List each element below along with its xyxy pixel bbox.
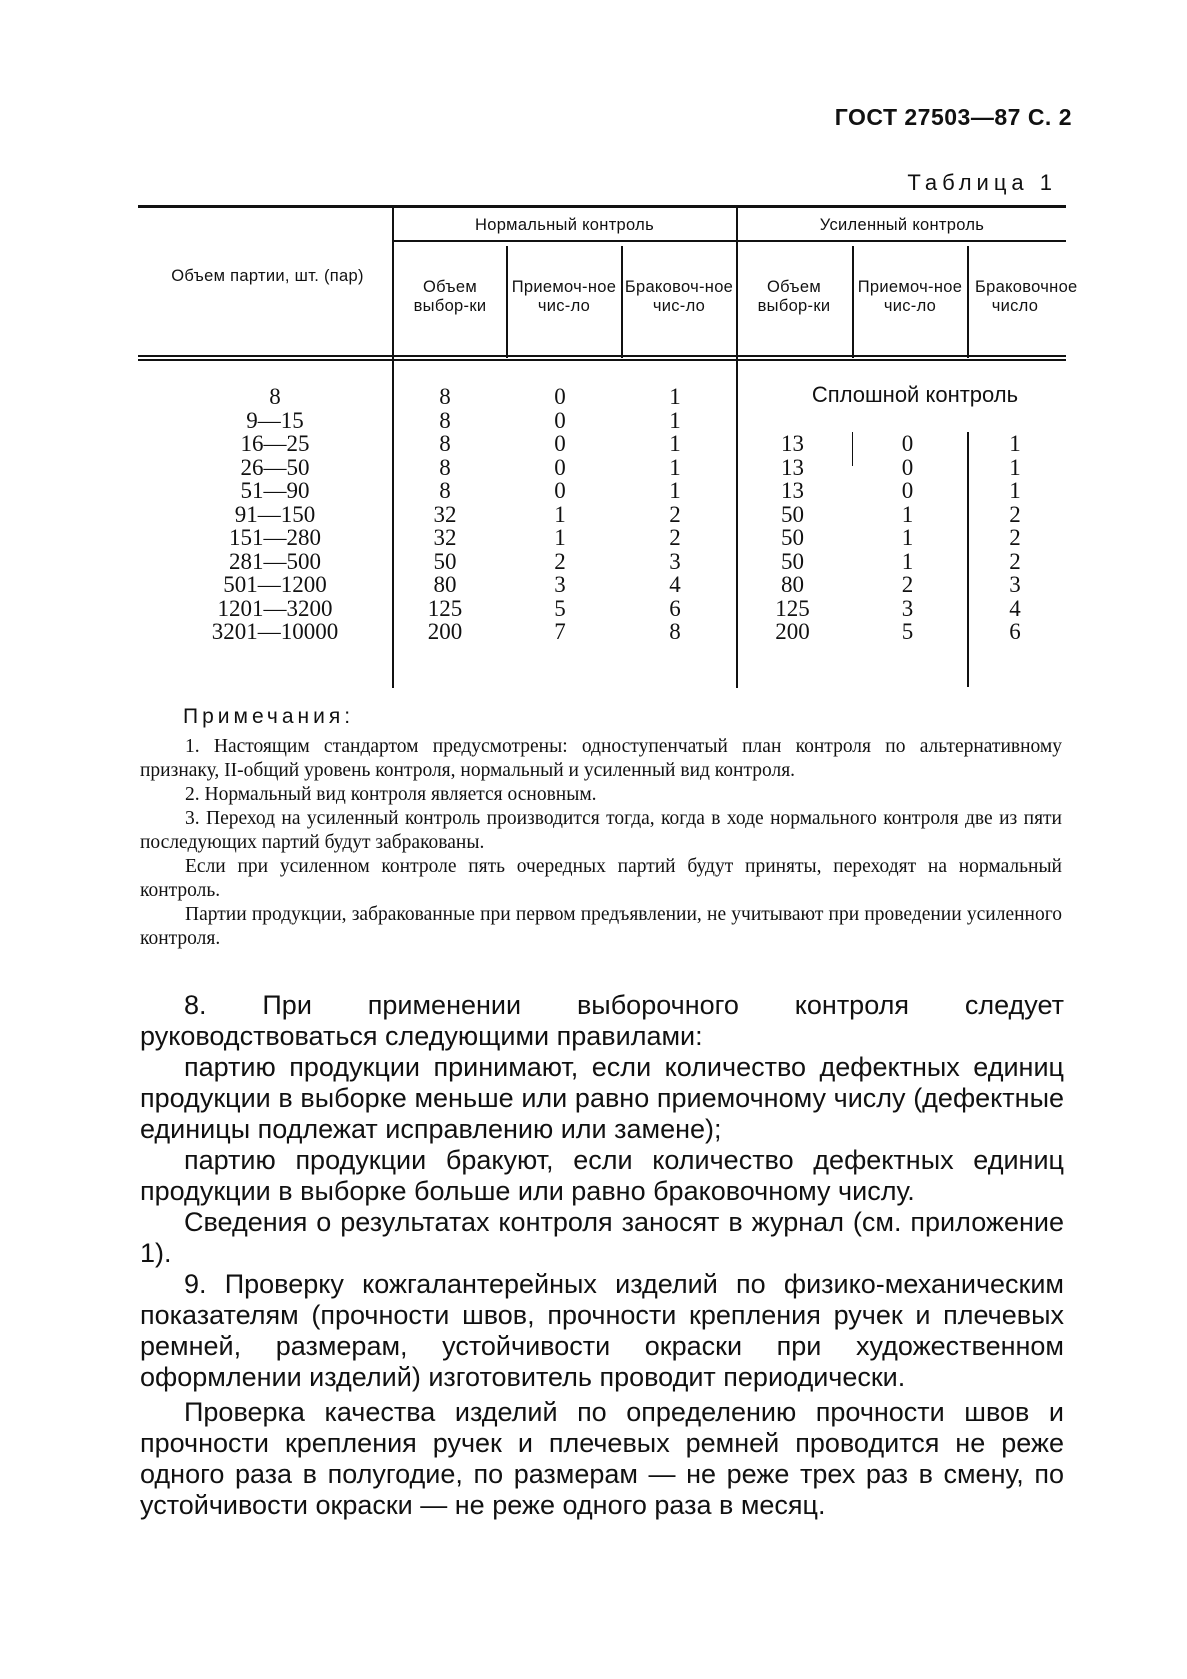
header-tight-sample: Объем выбор-ки xyxy=(757,278,831,315)
cell-normal-reject: 2 xyxy=(669,501,681,527)
header-lot-size: Объем партии, шт. (пар) xyxy=(171,267,364,285)
col-divider-1 xyxy=(392,208,394,688)
cell-tight-reject: 4 xyxy=(1009,595,1021,621)
table-header-rule-2 xyxy=(138,359,1066,361)
cell-normal-sample: 200 xyxy=(427,619,463,644)
header-tight-accept: Приемоч-ное чис-ло xyxy=(857,278,963,315)
cell-tight-reject: 6 xyxy=(1009,619,1021,644)
header-normal-reject: Браковоч-ное чис-ло xyxy=(624,278,734,315)
cell-normal-reject: 4 xyxy=(669,572,681,597)
cell-lot-size: 9—15 xyxy=(246,407,304,433)
cell-normal-sample: 32 xyxy=(433,501,457,527)
cell-tight-reject: 1 xyxy=(1009,454,1021,480)
cell-normal-accept: 0 xyxy=(554,431,566,456)
cell-tight-reject: 3 xyxy=(1009,572,1021,597)
cell-normal-accept: 7 xyxy=(554,619,566,644)
cell-tight-accept: 1 xyxy=(901,548,914,574)
cell-normal-accept: 0 xyxy=(554,454,566,480)
body-paragraph: 8. При применении выборочного контроля следует руководствоваться следующими правилами: xyxy=(140,990,1064,1051)
cell-normal-sample: 8 xyxy=(439,431,451,456)
cell-normal-reject: 1 xyxy=(669,431,681,456)
col-divider-4 xyxy=(736,208,738,688)
tight-tick-1 xyxy=(852,432,853,466)
cell-normal-reject: 1 xyxy=(669,407,681,433)
cell-lot-size: 501—1200 xyxy=(223,572,327,597)
cell-tight-sample: 13 xyxy=(781,454,804,480)
cell-tight-reject: 2 xyxy=(1009,525,1021,550)
cell-tight-accept: 0 xyxy=(901,478,914,503)
cell-tight-sample: 13 xyxy=(781,431,804,456)
cell-normal-reject: 1 xyxy=(669,478,681,503)
cell-lot-size: 151—280 xyxy=(229,525,321,550)
cell-normal-reject: 1 xyxy=(669,384,681,409)
note-item: Если при усиленном контроле пять очередных партий будут приняты, переходят на нормальный контроль. xyxy=(140,856,1062,901)
cell-normal-sample: 80 xyxy=(433,572,457,597)
cell-normal-accept: 0 xyxy=(554,384,566,409)
cell-normal-accept: 5 xyxy=(554,595,566,621)
cell-normal-sample: 8 xyxy=(439,478,451,503)
cell-normal-sample: 125 xyxy=(427,595,463,621)
cell-tight-sample: 50 xyxy=(781,548,804,574)
cell-tight-accept: 3 xyxy=(901,595,914,621)
cell-lot-size: 281—500 xyxy=(229,548,321,574)
note-item: Партии продукции, забракованные при первом предъявлении, не учитывают при проведении усиленного контроля. xyxy=(140,904,1062,949)
cell-tight-sample: 50 xyxy=(781,525,804,550)
cell-normal-accept: 1 xyxy=(554,501,566,527)
cell-normal-sample: 8 xyxy=(439,454,451,480)
cell-tight-accept: 1 xyxy=(901,525,914,550)
notes-title: Примечания: xyxy=(183,705,355,728)
table-top-rule xyxy=(138,205,1066,208)
cell-tight-reject: 1 xyxy=(1009,431,1021,456)
cell-normal-sample: 50 xyxy=(433,548,457,574)
notes-block xyxy=(140,735,1062,951)
cell-normal-reject: 3 xyxy=(669,548,681,574)
cell-tight-reject: 1 xyxy=(1009,478,1021,503)
cell-lot-size: 8 xyxy=(269,384,281,409)
body-paragraph: Проверка качества изделий по определению прочности швов и прочности крепления ручек и плечевых ремней проводится не реже одного раза в полугодие, по размерам — не реже трех раз в смену, по устойчивости окраски — не реже одного раза в месяц. xyxy=(140,1397,1064,1520)
cell-normal-sample: 8 xyxy=(439,407,451,433)
note-item: 2. Нормальный вид контроля является основным. xyxy=(185,784,597,805)
cell-lot-size: 26—50 xyxy=(240,454,310,480)
cell-normal-accept: 0 xyxy=(554,478,566,503)
cell-normal-accept: 2 xyxy=(554,548,566,574)
note-item: 1. Настоящим стандартом предусмотрены: одноступенчатый план контроля по альтернативному признаку, II-общий уровень контроля, нормальный и усиленный вид контроля. xyxy=(140,736,1062,781)
col-divider-5 xyxy=(852,246,854,358)
group-rule xyxy=(393,240,1066,242)
cell-normal-reject: 6 xyxy=(669,595,681,621)
col-divider-6-body xyxy=(967,432,969,687)
cell-tight-sample: 125 xyxy=(775,595,810,621)
col-divider-6 xyxy=(967,246,969,358)
cell-normal-reject: 2 xyxy=(669,525,681,550)
col-divider-3 xyxy=(621,246,623,358)
cell-tight-sample: 80 xyxy=(781,572,804,597)
header-tight-group: Усиленный контроль xyxy=(819,216,985,234)
cell-tight-accept: 5 xyxy=(901,619,914,644)
table-caption: Таблица 1 xyxy=(907,170,1057,195)
note-item: 3. Переход на усиленный контроль производится тогда, когда в ходе нормального контроля две из пяти последующих партий будут забракованы. xyxy=(140,808,1062,853)
header-normal-accept: Приемоч-ное чис-ло xyxy=(511,278,617,315)
full-control-label: Сплошной контроль xyxy=(811,382,1019,407)
header-tight-reject: Браковочное число xyxy=(975,278,1078,315)
cell-normal-sample: 8 xyxy=(439,384,451,409)
cell-tight-sample: 200 xyxy=(775,619,810,644)
cell-tight-sample: 13 xyxy=(781,478,804,503)
table-header-rule-1 xyxy=(138,355,1066,357)
cell-tight-accept: 1 xyxy=(901,501,914,527)
cell-tight-accept: 0 xyxy=(901,431,914,456)
cell-normal-accept: 1 xyxy=(554,525,566,550)
cell-lot-size: 3201—10000 xyxy=(211,619,339,644)
cell-tight-sample: 50 xyxy=(781,501,804,527)
cell-normal-accept: 0 xyxy=(554,407,566,433)
header-normal-group: Нормальный контроль xyxy=(475,216,654,234)
cell-normal-sample: 32 xyxy=(433,525,457,550)
body-paragraph: партию продукции принимают, если количество дефектных единиц продукции в выборке меньше или равно приемочному числу (дефектные единицы подлежат исправлению или замене); xyxy=(140,1052,1064,1144)
cell-tight-reject: 2 xyxy=(1009,548,1021,574)
header-normal-sample: Объем выбор-ки xyxy=(413,278,487,315)
body-paragraph: Сведения о результатах контроля заносят в журнал (см. приложение 1). xyxy=(140,1207,1064,1268)
cell-lot-size: 1201—3200 xyxy=(217,595,333,621)
cell-normal-reject: 1 xyxy=(669,454,681,480)
cell-lot-size: 51—90 xyxy=(240,478,310,503)
body-paragraph: партию продукции бракуют, если количество дефектных единиц продукции в выборке больше или равно браковочному числу. xyxy=(140,1145,1064,1206)
cell-tight-accept: 2 xyxy=(901,572,914,597)
cell-tight-reject: 2 xyxy=(1009,501,1021,527)
cell-lot-size: 16—25 xyxy=(240,431,310,456)
cell-lot-size: 91—150 xyxy=(234,501,316,527)
cell-tight-accept: 0 xyxy=(901,454,914,480)
col-divider-2 xyxy=(506,246,508,358)
cell-normal-reject: 8 xyxy=(669,619,681,644)
body-text xyxy=(140,990,1064,1521)
body-paragraph: 9. Проверку кожгалантерейных изделий по физико-механическим показателям (прочности швов, прочности крепления ручек и плечевых ремней, размерам, устойчивости окраски при художественном оформлении изделий) изготовитель проводит периодически. xyxy=(140,1269,1064,1392)
page-header: ГОСТ 27503—87 С. 2 xyxy=(834,104,1072,130)
cell-normal-accept: 3 xyxy=(554,572,566,597)
